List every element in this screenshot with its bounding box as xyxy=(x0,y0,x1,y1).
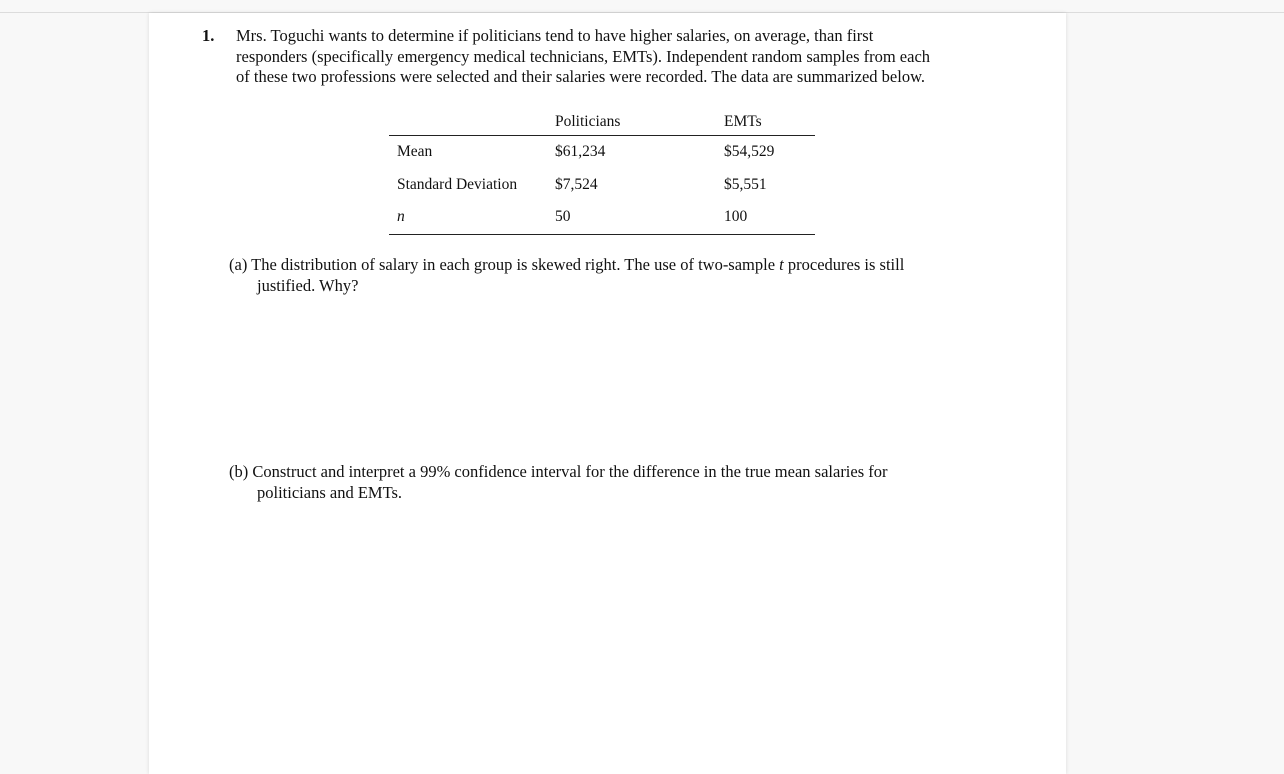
part-a-line-2: justified. Why? xyxy=(257,275,359,295)
row-label-sd: Standard Deviation xyxy=(397,175,518,193)
cell-emts-mean: $54,529 xyxy=(724,143,775,161)
part-a-text-end: procedures is still xyxy=(783,255,905,274)
question-text xyxy=(236,26,1011,88)
part-a-line-1 xyxy=(229,255,1019,276)
table-row xyxy=(389,136,815,169)
row-label-mean: Mean xyxy=(397,143,433,161)
table-header-row xyxy=(389,108,815,136)
cell-emts-n: 100 xyxy=(716,201,815,234)
part-b xyxy=(229,462,1019,503)
cell-politicians-n: 50 xyxy=(547,201,716,234)
table-row xyxy=(389,201,815,234)
cell-politicians-mean: $61,234 xyxy=(555,143,606,161)
header-emts: EMTs xyxy=(716,108,815,136)
part-b-line-1: (b) Construct and interpret a 99% confidence interval for the difference in the true mean salaries for xyxy=(229,462,888,481)
cell-emts-sd: $5,551 xyxy=(724,175,767,193)
table-row xyxy=(389,169,815,202)
document-page xyxy=(149,13,1066,774)
cell-politicians-sd: $7,524 xyxy=(555,175,598,193)
part-b-line-2: politicians and EMTs. xyxy=(257,482,403,502)
row-label-n: n xyxy=(389,201,547,234)
header-politicians: Politicians xyxy=(547,108,716,136)
question-number: 1. xyxy=(202,26,215,45)
part-a-text: (a) The distribution of salary in each group is skewed right. The use of two-sample xyxy=(229,255,780,274)
question-line: Mrs. Toguchi wants to determine if politicians tend to have higher salaries, on average, than first xyxy=(236,26,874,45)
part-a xyxy=(229,255,1019,296)
part-a-t-symbol: t xyxy=(779,255,784,274)
question-line: responders (specifically emergency medical technicians, EMTs). Independent random samples from each xyxy=(236,46,931,66)
question-line: of these two professions were selected and their salaries were recorded. The data are summarized below. xyxy=(236,67,926,86)
header-blank xyxy=(389,108,547,136)
summary-table xyxy=(389,108,815,235)
